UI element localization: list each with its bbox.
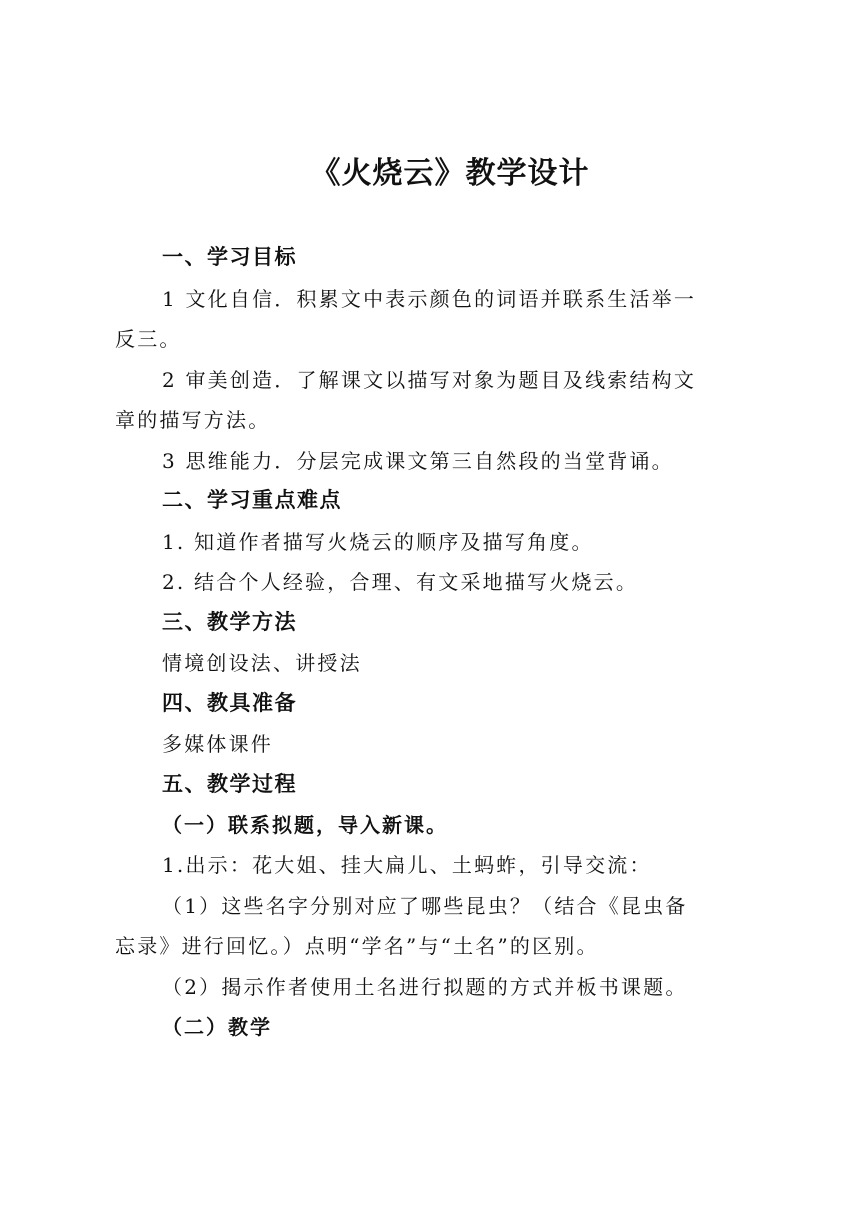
process-part-1-heading: （一）联系拟题，导入新课。 (162, 813, 448, 837)
objective-item-3: 3 思维能力．分层完成课文第三自然段的当堂背诵。 (162, 449, 674, 473)
key-point-item-1: 1. 知道作者描写火烧云的顺序及描写角度。 (162, 530, 594, 554)
section-heading-objectives: 一、学习目标 (162, 245, 297, 269)
process-step-1b: （2）揭示作者使用土名进行拟题的方式并板书课题。 (162, 975, 688, 999)
document-title: 《火烧云》教学设计 (310, 156, 590, 191)
process-step-1a-line-1: （1）这些名字分别对应了哪些昆虫？（结合《昆虫备 (162, 894, 688, 918)
objective-item-2-line-1: 2 审美创造．了解课文以描写对象为题目及线索结构文 (162, 368, 697, 392)
objective-item-1-line-2: 反三。 (115, 327, 182, 351)
key-point-item-2: 2. 结合个人经验，合理、有文采地描写火烧云。 (162, 570, 639, 594)
section-heading-tools: 四、教具准备 (162, 691, 297, 715)
section-heading-process: 五、教学过程 (162, 772, 297, 796)
tools-text: 多媒体课件 (162, 732, 273, 756)
methods-text: 情境创设法、讲授法 (162, 651, 362, 675)
process-part-2-heading: （二）教学 (162, 1015, 272, 1039)
section-heading-key-points: 二、学习重点难点 (162, 488, 342, 512)
process-step-1a-line-2: 忘录》进行回忆。）点明“学名”与“土名”的区别。 (115, 934, 599, 958)
objective-item-2-line-2: 章的描写方法。 (115, 408, 271, 432)
process-step-1: 1.出示：花大姐、挂大扁儿、土蚂蚱，引导交流： (162, 853, 652, 877)
objective-item-1-line-1: 1 文化自信．积累文中表示颜色的词语并联系生活举一 (162, 287, 697, 311)
section-heading-methods: 三、教学方法 (162, 610, 297, 634)
